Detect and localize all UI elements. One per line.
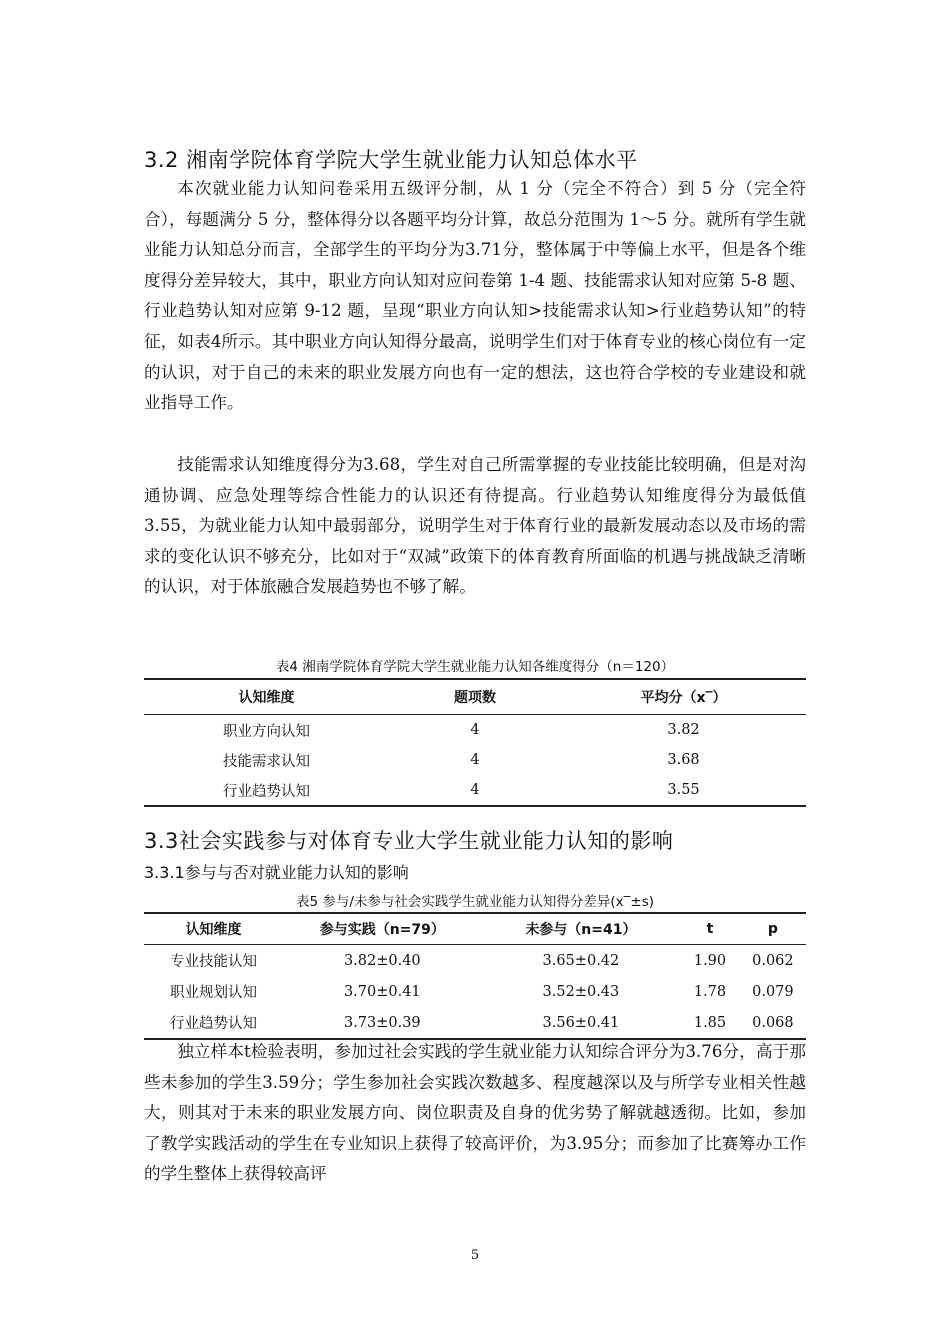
table-cell: 职业方向认知 xyxy=(222,723,310,740)
table5-caption: 表5 参与/未参与社会实践学生就业能力认知得分差异(x‾±s) xyxy=(295,894,655,910)
table4-header-item-count: 题项数 xyxy=(389,679,561,715)
table5-header-not-participated: 未参与（n=41） xyxy=(482,913,681,945)
table4 xyxy=(144,678,806,807)
table4-header-mean: 平均分（x‾） xyxy=(561,679,806,715)
subsection-heading-3-3-1: 3.3.1参与与否对就业能力认知的影响 xyxy=(144,863,409,882)
table-cell: 3.73±0.39 xyxy=(343,1014,421,1031)
table-cell: 3.68 xyxy=(667,752,700,768)
table5-header-row xyxy=(144,913,806,945)
table5-header-p: p xyxy=(740,913,806,945)
table-cell: 4 xyxy=(470,782,480,798)
table-row xyxy=(144,745,806,775)
table-cell: 4 xyxy=(470,722,480,738)
paragraph-t-test: 独立样本t检验表明，参加过社会实践的学生就业能力认知综合评分为3.76分，高于那些未参加的学生3.59分；学生参加社会实践次数越多、程度越深以及与所学专业相关性越大，则其对于未来的职业发展方向、岗位职责及自身的优劣势了解就越透彻。比如，参加了教学实践活动的学生在专业知识上获得了较高评价，为3.95分；而参加了比赛筹办工作的学生整体上获得较高评 xyxy=(144,1042,806,1184)
table-cell: 行业趋势认知 xyxy=(222,783,310,800)
table-cell: 专业技能认知 xyxy=(170,954,257,970)
table-row xyxy=(144,945,806,977)
table-cell: 3.55 xyxy=(667,782,700,798)
table-cell: 行业趋势认知 xyxy=(170,1016,257,1032)
table-cell: 职业规划认知 xyxy=(170,985,257,1001)
table-cell: 3.52±0.43 xyxy=(542,983,620,1000)
table-cell: 3.82±0.40 xyxy=(343,952,421,969)
table5-header-t: t xyxy=(680,913,740,945)
paragraph-overall-level: 本次就业能力认知问卷采用五级评分制，从 1 分（完全不符合）到 5 分（完全符合），每题满分 5 分，整体得分以各题平均分计算，故总分范围为 1～5 分。就所有学生就业能力认知总分而言，全部学生的平均分为3.71分，整体属于中等偏上水平，但是各个维度得分差异较大，其中，职业方向认知对应问卷第 1-4 题、技能需求认知对应第 5-8 题、行业趋势认知对应第 9-12 题，呈现“职业方向认知>技能需求认知>行业趋势认知”的特征，如表4所示。其中职业方向认知得分最高，说明学生们对于体育专业的核心岗位有一定的认识，对于自己的未来的职业发展方向也有一定的想法，这也符合学校的专业建设和就业指导工作。 xyxy=(144,179,806,413)
table-row xyxy=(144,775,806,806)
table4-header-row xyxy=(144,679,806,715)
section-heading-3-2: 3.2 湘南学院体育学院大学生就业能力认知总体水平 xyxy=(144,148,638,172)
table-cell: 3.56±0.41 xyxy=(542,1014,620,1031)
table-cell: 0.062 xyxy=(752,952,794,969)
table5 xyxy=(144,912,806,1040)
page-number: 5 xyxy=(470,1248,480,1263)
table-cell: 0.079 xyxy=(752,983,794,1000)
table5-header-dimension: 认知维度 xyxy=(144,913,283,945)
table-cell: 4 xyxy=(470,752,480,768)
table4-caption: 表4 湘南学院体育学院大学生就业能力认知各维度得分（n＝120） xyxy=(275,659,675,675)
table-row xyxy=(144,976,806,1007)
table-cell: 1.85 xyxy=(693,1014,727,1031)
table5-header-participated: 参与实践（n=79） xyxy=(283,913,482,945)
table-cell: 0.068 xyxy=(752,1014,794,1031)
table-row xyxy=(144,1007,806,1039)
table-cell: 3.70±0.41 xyxy=(343,983,421,1000)
table4-header-dimension: 认知维度 xyxy=(144,679,389,715)
table-cell: 1.78 xyxy=(693,983,727,1000)
table-cell: 1.90 xyxy=(693,952,727,969)
table-cell: 技能需求认知 xyxy=(222,753,310,770)
table-row xyxy=(144,715,806,746)
table-cell: 3.65±0.42 xyxy=(542,952,620,969)
paragraph-skill-trend: 技能需求认知维度得分为3.68，学生对自己所需掌握的专业技能比较明确，但是对沟通协调、应急处理等综合性能力的认识还有待提高。行业趋势认知维度得分为最低值3.55，为就业能力认知中最弱部分，说明学生对于体育行业的最新发展动态以及市场的需求的变化认识不够充分，比如对于“双减”政策下的体育教育所面临的机遇与挑战缺乏清晰的认识，对于体旅融合发展趋势也不够了解。 xyxy=(144,455,806,597)
section-heading-3-3: 3.3社会实践参与对体育专业大学生就业能力认知的影响 xyxy=(144,829,674,853)
table-cell: 3.82 xyxy=(667,722,700,738)
